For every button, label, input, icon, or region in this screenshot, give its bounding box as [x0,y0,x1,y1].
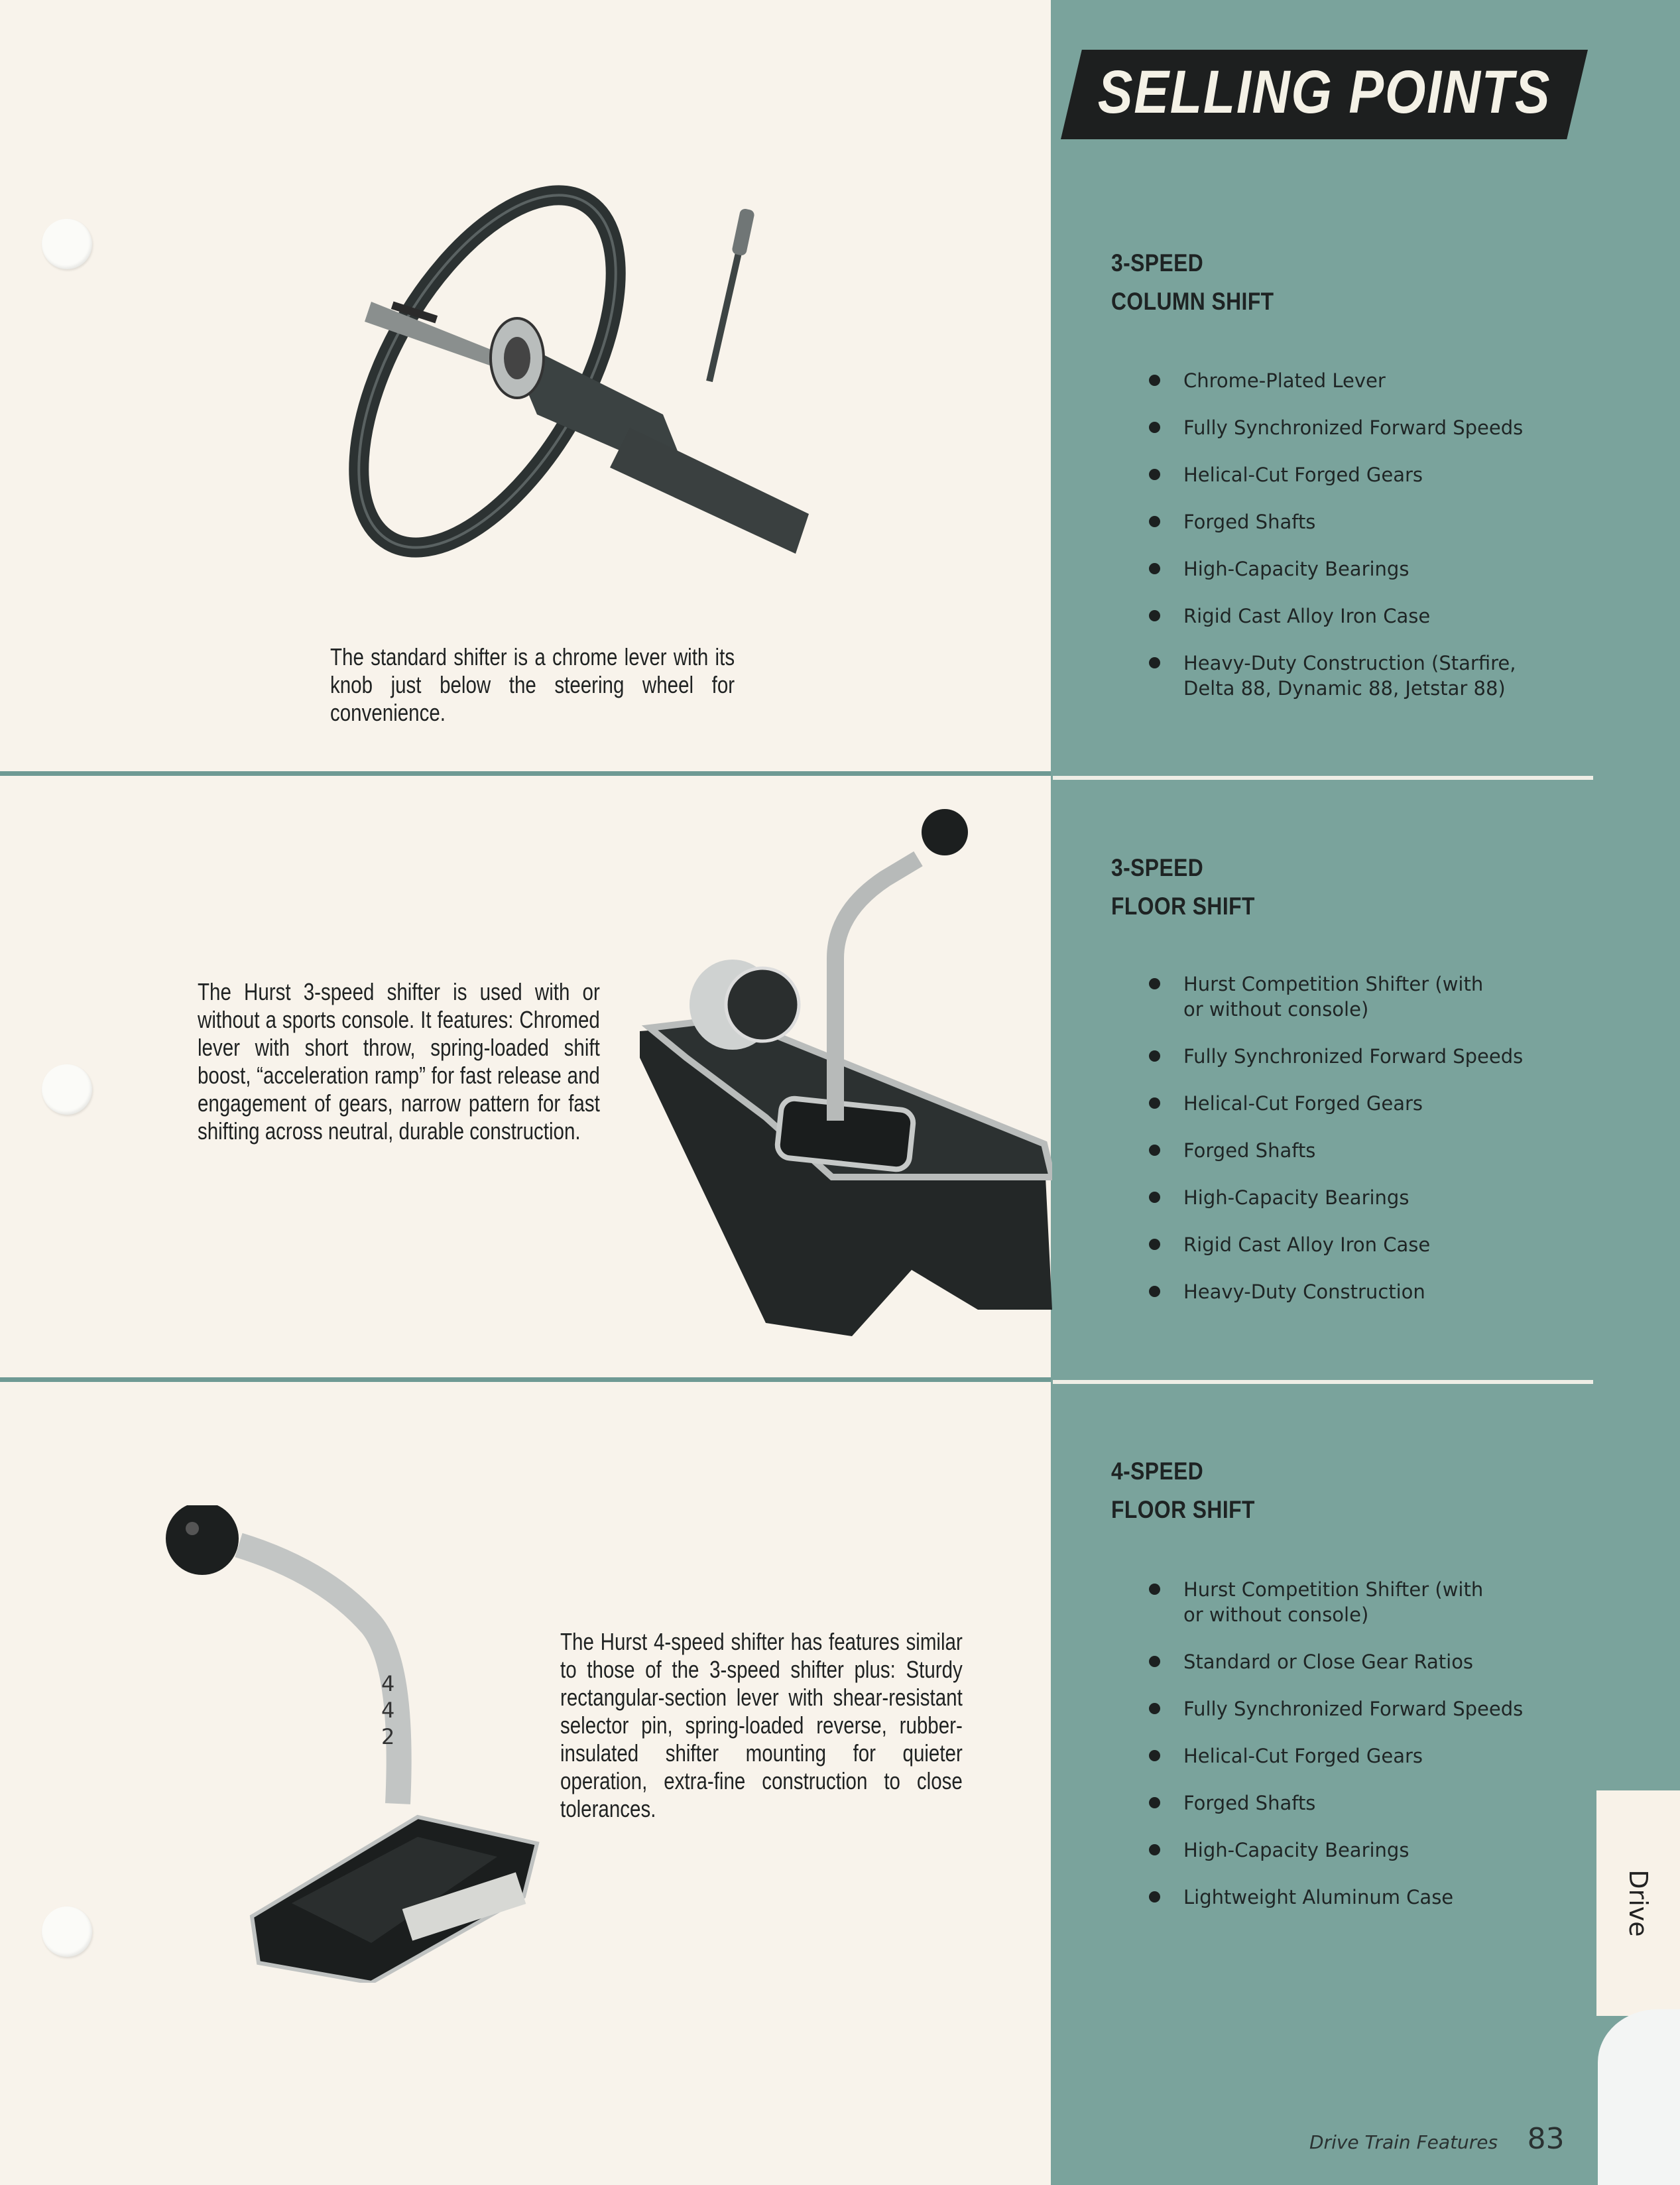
feature-item: Chrome-Plated Lever [1147,368,1555,393]
lever-marking: 2 [381,1724,395,1749]
bullet-icon [1149,1097,1160,1109]
bullet-icon [1149,1844,1160,1855]
feature-list [1147,971,1523,1326]
lever-marking: 4 [381,1698,395,1723]
bullet-icon [1149,563,1160,574]
feature-item: Lightweight Aluminum Case [1147,1885,1523,1910]
bullet-icon [1149,978,1160,989]
feature-item: Heavy-Duty Construction [1147,1279,1523,1304]
feature-list [1147,1577,1523,1932]
bullet-icon [1149,1192,1160,1203]
feature-item: Standard or Close Gear Ratios [1147,1649,1523,1674]
feature-item: Hurst Competition Shifter (with or without console) [1147,971,1488,1022]
bullet-icon [1149,1797,1160,1808]
section-title: 4-SPEED FLOOR SHIFT [1111,1458,1255,1523]
bullet-icon [1149,516,1160,527]
section-tab-drive[interactable] [1596,1790,1680,2016]
banner-title: SELLING POINTS [1097,58,1551,126]
bullet-icon [1149,422,1160,433]
console-shifter-illustration [633,806,1052,1336]
next-tab-edge [1598,2009,1680,2185]
page-footer [1309,2122,1565,2156]
feature-item: High-Capacity Bearings [1147,1838,1523,1863]
bullet-icon [1149,1703,1160,1714]
bullet-icon [1149,1239,1160,1250]
bullet-icon [1149,1145,1160,1156]
punch-hole-top [42,219,92,269]
feature-item: Rigid Cast Alloy Iron Case [1147,1232,1523,1257]
feature-item: Fully Synchronized Forward Speeds [1147,415,1555,440]
four-speed-shifter-illustration [152,1505,550,1983]
section-caption: The Hurst 4-speed shifter has features similar to those of the 3-speed shifter plus: Sturdy rectangular-section lever with shear-resistant selector pin, spring-loaded reverse, rubber-insulated shifter mounting for quieter operation, extra-fine construction to close tolerances. [560,1628,963,1822]
side-tab-label: Drive [1624,1869,1653,1937]
steering-wheel-illustration [318,169,849,593]
bullet-icon [1149,657,1160,668]
section-title: 3-SPEED COLUMN SHIFT [1111,249,1274,315]
bullet-icon [1149,1891,1160,1903]
feature-item: High-Capacity Bearings [1147,556,1555,582]
section-caption: The standard shifter is a chrome lever with its knob just below the steering wheel for convenience. [330,643,735,726]
feature-item: High-Capacity Bearings [1147,1185,1523,1210]
feature-item: Heavy-Duty Construction (Starfire, Delta 88, Dynamic 88, Jetstar 88) [1147,651,1555,701]
feature-item: Rigid Cast Alloy Iron Case [1147,603,1555,629]
section-caption: The Hurst 3-speed shifter is used with or without a sports console. It features: Chromed lever with short throw, spring-loaded shift boost, “acceleration ramp” for fast release and engagement of gears, narrow pattern for fast shifting across neutral, durable construction. [198,978,600,1145]
feature-item: Forged Shafts [1147,509,1555,534]
section-title: 3-SPEED FLOOR SHIFT [1111,854,1255,920]
feature-item: Hurst Competition Shifter (with or without console) [1147,1577,1488,1627]
section-divider [0,771,1051,776]
page-number: 83 [1527,2122,1565,2156]
bullet-icon [1149,610,1160,621]
section-divider [1053,1380,1593,1384]
bullet-icon [1149,375,1160,386]
feature-item: Forged Shafts [1147,1790,1523,1816]
feature-item: Forged Shafts [1147,1138,1523,1163]
bullet-icon [1149,1750,1160,1761]
section-divider [1053,776,1593,780]
bullet-icon [1149,1286,1160,1297]
bullet-icon [1149,1656,1160,1667]
bullet-icon [1149,1584,1160,1595]
punch-hole-bottom [42,1906,92,1957]
punch-hole-middle [42,1064,92,1115]
bullet-icon [1149,469,1160,480]
section-divider [0,1377,1051,1382]
feature-item: Helical-Cut Forged Gears [1147,462,1555,487]
footer-section-label: Drive Train Features [1309,2131,1498,2153]
bullet-icon [1149,1050,1160,1062]
selling-points-banner [1061,50,1588,139]
lever-marking: 4 [381,1671,395,1696]
feature-item: Fully Synchronized Forward Speeds [1147,1696,1523,1721]
feature-item: Helical-Cut Forged Gears [1147,1743,1523,1769]
feature-list [1147,368,1555,723]
feature-item: Fully Synchronized Forward Speeds [1147,1044,1523,1069]
feature-item: Helical-Cut Forged Gears [1147,1091,1523,1116]
